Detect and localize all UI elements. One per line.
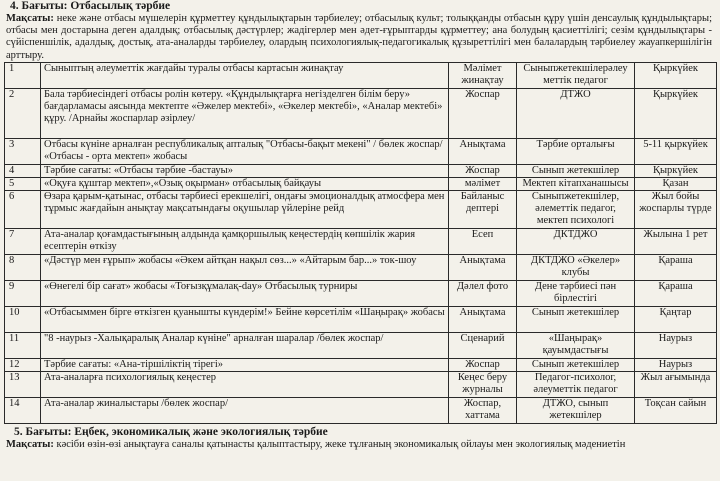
section-4-goal-label: Мақсаты: (6, 13, 54, 24)
row-event: "8 -наурыз -Халықаралық Аналар күніне" арналған шаралар /бөлек жоспар/ (41, 332, 449, 358)
row-form: мәлімет (449, 177, 517, 190)
row-time: Наурыз (635, 358, 717, 371)
table-row (5, 62, 717, 88)
row-time: Қараша (635, 254, 717, 280)
row-number: 11 (5, 332, 41, 358)
activity-table (4, 62, 717, 424)
table-row (5, 306, 717, 332)
row-responsible: Педагог-психолог, әлеуметтік педагог (517, 371, 635, 397)
row-form: Жоспар, хаттама (449, 397, 517, 423)
row-responsible: Тәрбие орталығы (517, 138, 635, 164)
row-event: Ата-аналар қоғамдастығының алдында қамқоршылық кеңестердің көпшілік жария есептерін өткізу (41, 228, 449, 254)
row-time: Қазан (635, 177, 717, 190)
row-responsible: Сыныпжетекшілерәлеу меттік педагог (517, 62, 635, 88)
row-form: Мәлімет жинақтау (449, 62, 517, 88)
row-event: Тәрбие сағаты: «Отбасы тәрбие -бастауы» (41, 164, 449, 177)
row-responsible: ДКТДЖО «Әкелер» клубы (517, 254, 635, 280)
section-4-goal (4, 13, 716, 62)
row-form: Байланыс дептері (449, 190, 517, 228)
row-time: Қыркүйек (635, 62, 717, 88)
row-time: Жылына 1 рет (635, 228, 717, 254)
table-row (5, 228, 717, 254)
row-time: Наурыз (635, 332, 717, 358)
table-row (5, 397, 717, 423)
row-event: Сыныптың әлеуметтік жағдайы туралы отбасы картасын жинақтау (41, 62, 449, 88)
row-form: Анықтама (449, 306, 517, 332)
row-number: 9 (5, 280, 41, 306)
row-responsible: ДТЖО (517, 88, 635, 138)
row-number: 4 (5, 164, 41, 177)
section-5-goal (4, 439, 716, 451)
row-form: Анықтама (449, 254, 517, 280)
row-event: Отбасы күніне арналған республикалық апталық "Отбасы-бақыт мекені" / бөлек жоспар/ «Отбасы - орта мектеп» жобасы (41, 138, 449, 164)
row-form: Жоспар (449, 88, 517, 138)
row-time: 5-11 қыркүйек (635, 138, 717, 164)
row-time: Қыркүйек (635, 164, 717, 177)
row-form: Жоспар (449, 358, 517, 371)
row-time: Қыркүйек (635, 88, 717, 138)
table-row (5, 88, 717, 138)
row-number: 2 (5, 88, 41, 138)
table-row (5, 190, 717, 228)
row-number: 13 (5, 371, 41, 397)
row-number: 1 (5, 62, 41, 88)
row-responsible: Сынып жетекшілер (517, 358, 635, 371)
row-event: Тәрбие сағаты: «Ана-тіршіліктің тірегі» (41, 358, 449, 371)
row-responsible: Дене тәрбиесі пән бірлестігі (517, 280, 635, 306)
row-event: Бала тәрбиесіндегі отбасы ролін көтеру. «Құндылықтарға негізделген білім беру» бағдарламасы аясында мектепте «Әжелер мектебі», «Әкелер мектебі», «Аналар мектебі» құру. /Арнайы жоспарлар әзірлеу/ (41, 88, 449, 138)
row-event: Ата-аналарға психологиялық кеңестер (41, 371, 449, 397)
row-event: «Оқуға құштар мектеп»,«Озық оқырман» отбасылық байқауы (41, 177, 449, 190)
row-form: Сценарий (449, 332, 517, 358)
table-row (5, 164, 717, 177)
row-number: 6 (5, 190, 41, 228)
row-time: Қараша (635, 280, 717, 306)
row-number: 10 (5, 306, 41, 332)
row-responsible: ДКТДЖО (517, 228, 635, 254)
row-number: 3 (5, 138, 41, 164)
row-responsible: ДТЖО, сынып жетекшілер (517, 397, 635, 423)
section-5-goal-label: Мақсаты: (6, 438, 54, 450)
row-time: Жыл бойы жоспарлы түрде (635, 190, 717, 228)
table-row (5, 358, 717, 371)
table-row (5, 138, 717, 164)
table-row (5, 332, 717, 358)
row-responsible: «Шаңырақ» қауымдастығы (517, 332, 635, 358)
table-row (5, 177, 717, 190)
row-time: Қаңтар (635, 306, 717, 332)
table-row (5, 254, 717, 280)
row-form: Дәлел фото (449, 280, 517, 306)
row-time: Тоқсан сайын (635, 397, 717, 423)
row-event: «Өнегелі бір сағат» жобасы «Тоғызқұмалақ-day» Отбасылық турниры (41, 280, 449, 306)
document-page (4, 0, 716, 451)
row-form: Жоспар (449, 164, 517, 177)
row-number: 14 (5, 397, 41, 423)
table-row (5, 371, 717, 397)
row-event: «Дәстүр мен ғұрып» жобасы «Әкем айтқан нақыл сөз...» «Айтарым бар...» ток-шоу (41, 254, 449, 280)
row-responsible: Сыныпжетекшілер, әлеметтік педагог, мектеп психологі (517, 190, 635, 228)
row-form: Кеңес беру журналы (449, 371, 517, 397)
section-5-title: 5. Бағыты: Еңбек, экономикалық және экологиялық тәрбие (14, 425, 328, 438)
row-number: 12 (5, 358, 41, 371)
row-responsible: Мектеп кітапханашысы (517, 177, 635, 190)
row-time: Жыл ағымында (635, 371, 717, 397)
section-4-goal-text: неке және отбасы мүшелерін құрметтеу құндылықтарын тәрбиелеу; отбасылық культ; толыққанды отбасын құру үшін денсаулық құндылықтары; отбасы мен достарына деген адалдық; отбасылық дәстүрлер; жадігерлер мен әдет-ғұрыптарды құрметтеу; ана болудың қасиеттілігі; сезім құндылықтары - сүйіспеншілік, адалдық, достық, ата-аналарды тәрбиелеу, олардың психологиялық-педагогикалық құзыреттілігі мен балалардың тәрбиелеу жауапкершілігін арттыру. (6, 13, 712, 61)
table-row (5, 280, 717, 306)
row-number: 8 (5, 254, 41, 280)
row-event: «Отбасыммен бірге өткізген қуанышты күндерім!» Бейне көрсетілім «Шаңырақ» жобасы (41, 306, 449, 332)
section-5-goal-text: кәсіби өзін-өзі анықтауға саналы қатынасты қалыптастыру, жеке тұлғаның экономикалық ойлауы мен экологиялық мәдениетін (53, 438, 626, 450)
row-form: Есеп (449, 228, 517, 254)
section-4-title: 4. Бағыты: Отбасылық тәрбие (10, 0, 171, 12)
row-responsible: Сынып жетекшілер (517, 306, 635, 332)
row-event: Ата-аналар жиналыстары /бөлек жоспар/ (41, 397, 449, 423)
row-number: 5 (5, 177, 41, 190)
row-event: Өзара қарым-қатынас, отбасы тәрбиесі ерекшелігі, ондағы эмоционалдық атмосфера мен тұрмыс жағдайын анықтау мақсатындағы оқушылар үйлеріне рейд (41, 190, 449, 228)
row-form: Анықтама (449, 138, 517, 164)
row-number: 7 (5, 228, 41, 254)
row-responsible: Сынып жетекшілер (517, 164, 635, 177)
